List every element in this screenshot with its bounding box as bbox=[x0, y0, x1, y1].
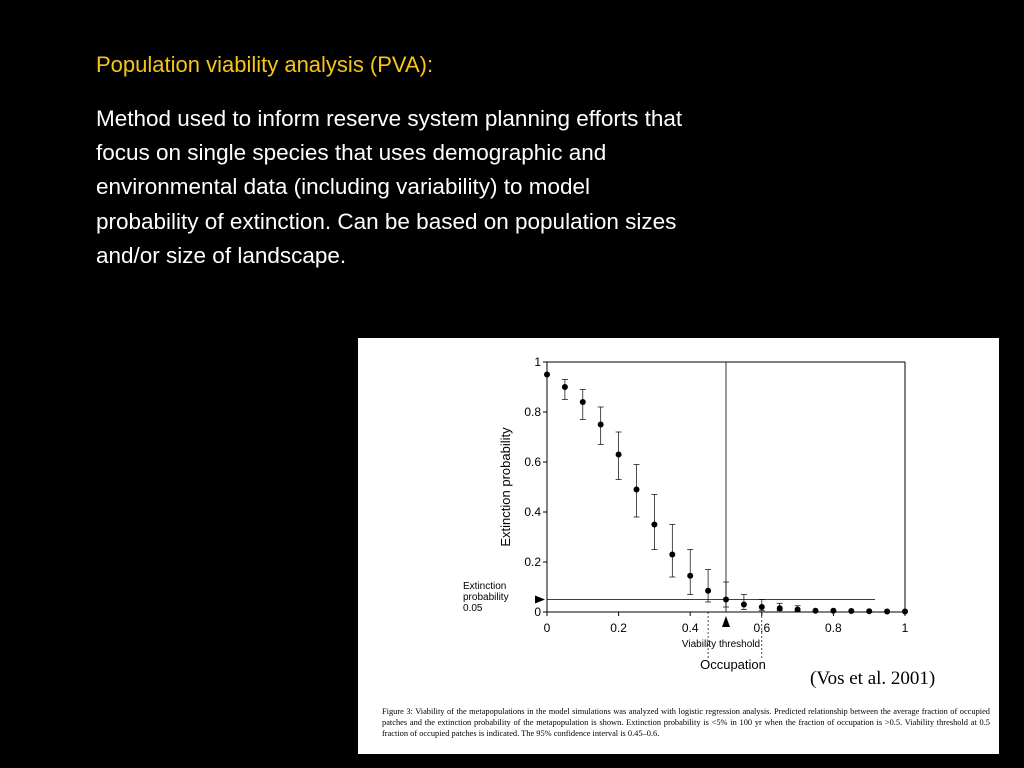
data-point bbox=[634, 487, 640, 493]
y-tick-label: 0.2 bbox=[524, 555, 541, 569]
x-tick-label: 0.2 bbox=[610, 621, 627, 635]
x-tick-label: 0.8 bbox=[825, 621, 842, 635]
figure-caption bbox=[382, 706, 990, 739]
caption-text: Viability of the metapopulations in the model simulations was analyzed with logistic regression analysis. Predicted relationship between the average fraction of occupied patches and the extinction probability of the metapopulation is shown. Extinction probability is <5% in 100 yr when the fraction of occupation is >0.5. Viability threshold at 0.5 fraction of occupied patches is indicated. The 95% confidence interval is 0.45–0.6. bbox=[382, 707, 990, 738]
data-point bbox=[544, 372, 550, 378]
x-tick-label: 0.4 bbox=[681, 621, 699, 635]
data-point bbox=[723, 597, 729, 603]
y-axis-label: Extinction probability bbox=[498, 427, 513, 547]
x-axis-label: Occupation bbox=[700, 657, 766, 672]
caption-label: Figure 3: bbox=[382, 707, 413, 716]
slide-heading: Population viability analysis (PVA): bbox=[96, 52, 434, 77]
y-tick-label: 0.6 bbox=[524, 455, 541, 469]
data-point bbox=[687, 573, 693, 579]
data-point bbox=[866, 608, 872, 614]
x-tick-label: 0 bbox=[543, 621, 551, 635]
x-tick-label: 1 bbox=[901, 621, 909, 635]
data-point bbox=[902, 609, 908, 615]
data-point bbox=[669, 552, 675, 558]
x-tick-label: 0.6 bbox=[753, 621, 771, 635]
reference-label-line: probability bbox=[463, 592, 509, 603]
data-point bbox=[884, 609, 890, 615]
y-tick-label: 0.4 bbox=[524, 505, 541, 519]
data-point bbox=[580, 399, 586, 405]
reference-label-line: Extinction bbox=[463, 581, 507, 592]
y-tick-label: 0 bbox=[534, 605, 541, 619]
data-point bbox=[651, 522, 657, 528]
threshold-label: Viability threshold bbox=[681, 639, 761, 650]
data-point bbox=[813, 608, 819, 614]
data-point bbox=[616, 452, 622, 458]
y-tick-label: 0.8 bbox=[524, 405, 541, 419]
figure-citation: (Vos et al. 2001) bbox=[810, 668, 936, 689]
slide-body-text: Method used to inform reserve system planning efforts that focus on single species that uses demographic and environmental data (including variability) to model probability of extinction. Can be based on population sizes and/or size of landscape. bbox=[96, 106, 683, 268]
data-point bbox=[741, 602, 747, 608]
data-point bbox=[705, 588, 711, 594]
reference-arrow bbox=[535, 596, 545, 604]
extinction-chart bbox=[358, 338, 999, 754]
reference-label-line: 0.05 bbox=[463, 603, 483, 614]
data-point bbox=[830, 608, 836, 614]
threshold-arrow bbox=[722, 616, 730, 627]
data-point bbox=[777, 605, 783, 611]
y-tick-label: 1 bbox=[534, 355, 541, 369]
data-point bbox=[795, 607, 801, 613]
data-point bbox=[759, 604, 765, 610]
figure-panel bbox=[358, 338, 999, 754]
data-point bbox=[562, 384, 568, 390]
data-point bbox=[848, 608, 854, 614]
data-point bbox=[598, 422, 604, 428]
